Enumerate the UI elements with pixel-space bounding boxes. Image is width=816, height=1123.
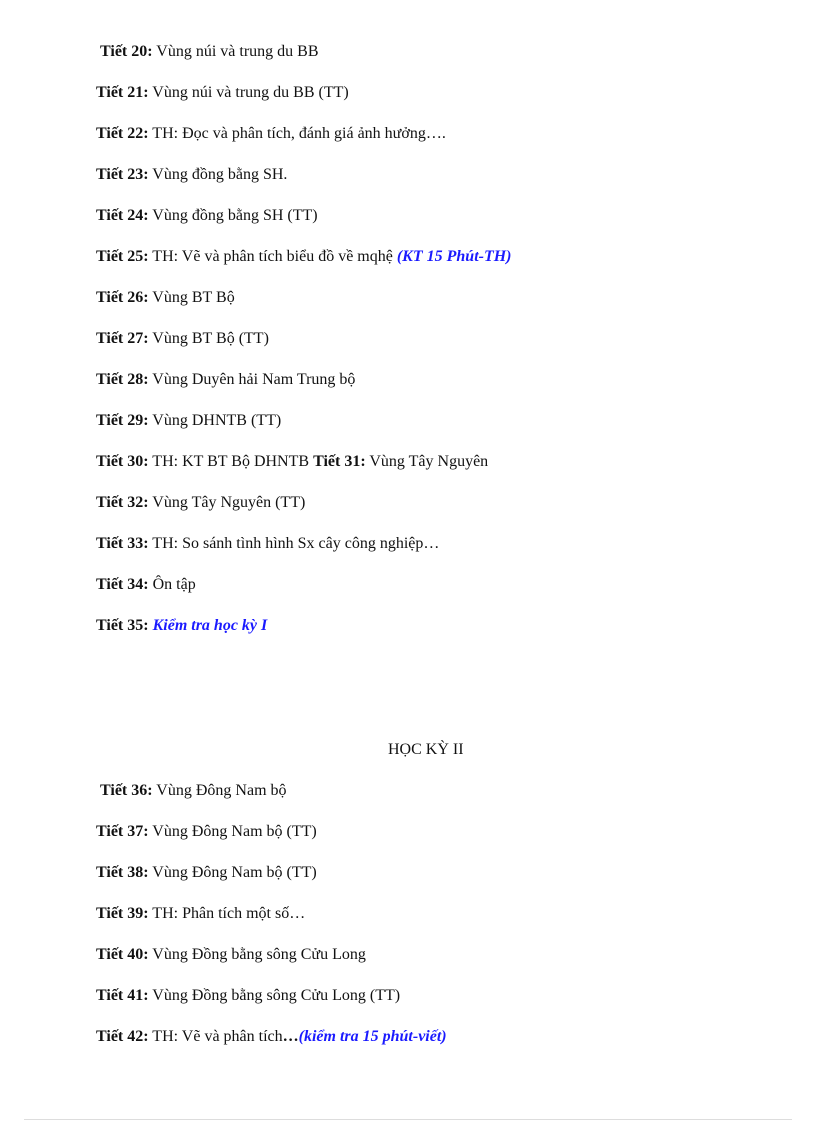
lesson-label: Tiết 34: [96, 576, 149, 593]
lesson-27 [96, 329, 269, 349]
lesson-label: Tiết 33: [96, 535, 149, 552]
lesson-title: Vùng Đồng bằng sông Cửu Long [148, 946, 366, 963]
lesson-label: Tiết 41: [96, 987, 149, 1004]
lesson-40 [96, 945, 366, 965]
semester-2-heading: HỌC KỲ II [388, 741, 464, 758]
lesson-35 [96, 616, 267, 636]
lesson-title: Vùng Đông Nam bộ [152, 782, 287, 799]
lesson-label: Tiết 39: [96, 905, 149, 922]
lesson-30-31 [96, 452, 488, 472]
lesson-label-2: Tiết 31: [313, 453, 366, 470]
lesson-26 [96, 288, 235, 308]
lesson-title: Vùng đồng bằng SH (TT) [148, 207, 318, 224]
lesson-label: Tiết 36: [100, 782, 153, 799]
test-note: (kiểm tra 15 phút-viết) [298, 1028, 447, 1045]
lesson-label: Tiết 22: [96, 125, 149, 142]
lesson-title: Vùng Đồng bằng sông Cửu Long (TT) [148, 987, 401, 1004]
lesson-title: TH: Vẽ và phân tích biểu đồ về mqhệ [148, 248, 397, 265]
lesson-28 [96, 370, 355, 390]
lesson-title: Vùng Tây Nguyên (TT) [148, 494, 306, 511]
lesson-42 [96, 1027, 447, 1047]
lesson-label: Tiết 21: [96, 84, 149, 101]
lesson-label: Tiết 42: [96, 1028, 149, 1045]
lesson-34 [96, 575, 196, 595]
lesson-title: Vùng Đông Nam bộ (TT) [148, 823, 317, 840]
page-bottom-rule [24, 1119, 792, 1120]
lesson-label: Tiết 35: [96, 617, 149, 634]
test-note: (KT 15 Phút-TH) [396, 248, 512, 265]
lesson-label: Tiết 38: [96, 864, 149, 881]
lesson-title: Vùng Duyên hải Nam Trung bộ [148, 371, 356, 388]
lesson-23 [96, 165, 287, 185]
lesson-41 [96, 986, 400, 1006]
lesson-label: Tiết 37: [96, 823, 149, 840]
lesson-label: Tiết 20: [100, 43, 153, 60]
lesson-title: Vùng đồng bằng SH. [148, 166, 288, 183]
lesson-25 [96, 247, 512, 267]
lesson-33 [96, 534, 439, 554]
lesson-36 [100, 781, 287, 801]
lesson-ellipsis: … [282, 1028, 299, 1045]
lesson-29 [96, 411, 281, 431]
exam-note: Kiểm tra học kỳ I [152, 617, 268, 634]
lesson-title: Vùng BT Bộ (TT) [148, 330, 269, 347]
lesson-title: TH: Phân tích một số… [148, 905, 306, 922]
lesson-label: Tiết 27: [96, 330, 149, 347]
lesson-title: Vùng núi và trung du BB [152, 43, 319, 60]
lesson-title: TH: Đọc và phân tích, đánh giá ảnh hưởng…. [148, 125, 446, 142]
lesson-label: Tiết 30: [96, 453, 149, 470]
lesson-label: Tiết 23: [96, 166, 149, 183]
lesson-title: Vùng Đông Nam bộ (TT) [148, 864, 317, 881]
lesson-label: Tiết 28: [96, 371, 149, 388]
lesson-21 [96, 83, 349, 103]
lesson-label: Tiết 26: [96, 289, 149, 306]
lesson-32 [96, 493, 305, 513]
lesson-title: Ôn tập [148, 576, 196, 593]
lesson-title: TH: KT BT Bộ DHNTB [148, 453, 314, 470]
lesson-title-2: Vùng Tây Nguyên [365, 453, 489, 470]
lesson-24 [96, 206, 318, 226]
lesson-title: TH: So sánh tình hình Sx cây công nghiệp… [148, 535, 440, 552]
lesson-title: Vùng núi và trung du BB (TT) [148, 84, 349, 101]
lesson-39 [96, 904, 305, 924]
lesson-label: Tiết 29: [96, 412, 149, 429]
lesson-37 [96, 822, 317, 842]
lesson-title: Vùng BT Bộ [148, 289, 235, 306]
lesson-label: Tiết 40: [96, 946, 149, 963]
lesson-22 [96, 124, 446, 144]
lesson-label: Tiết 24: [96, 207, 149, 224]
lesson-label: Tiết 25: [96, 248, 149, 265]
lesson-title: TH: Vẽ và phân tích [148, 1028, 283, 1045]
lesson-38 [96, 863, 317, 883]
lesson-title: Vùng DHNTB (TT) [148, 412, 282, 429]
lesson-label: Tiết 32: [96, 494, 149, 511]
lesson-20 [100, 42, 319, 62]
